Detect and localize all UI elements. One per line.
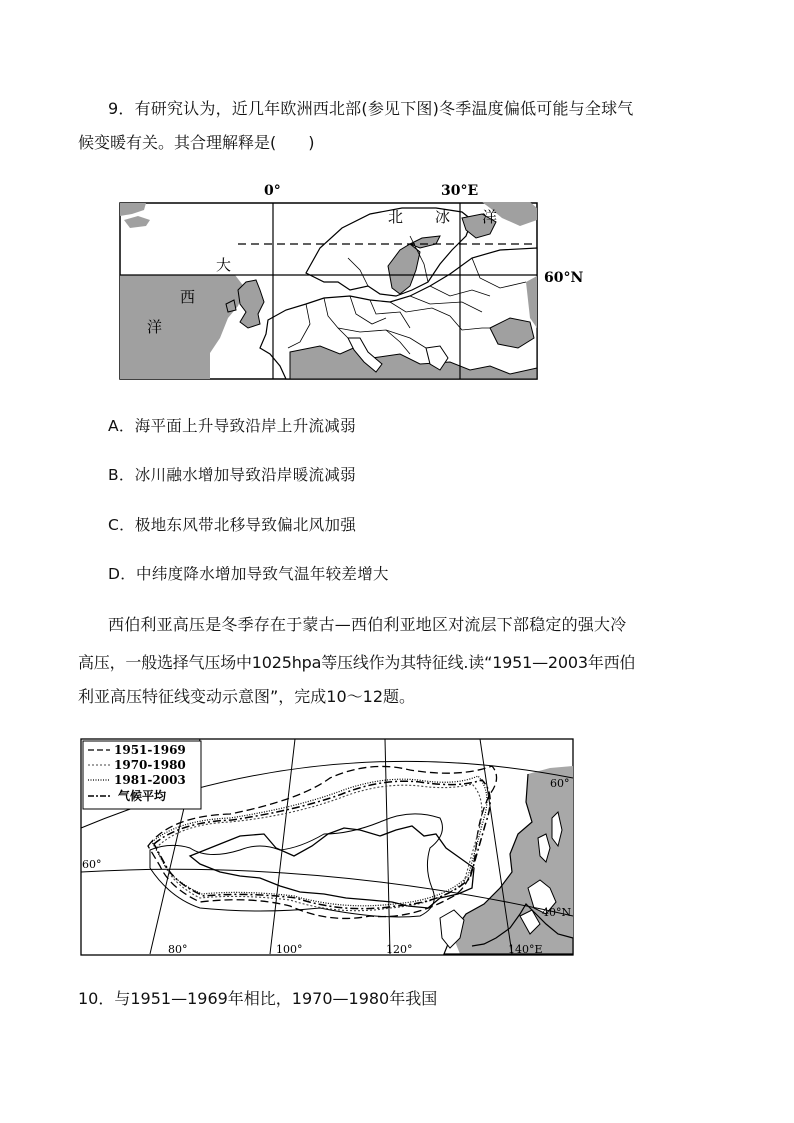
option-a: A．海平面上升导致沿岸上升流减弱	[108, 417, 356, 435]
option-c: C．极地东风带北移导致偏北风加强	[108, 516, 357, 534]
legend-1981-2003: 1981-2003	[114, 773, 186, 787]
ocean-label-xi: 西	[180, 288, 196, 306]
question-9-line-2: 候变暖有关。其合理解释是( )	[78, 133, 315, 152]
lon-120: 120°	[386, 943, 413, 956]
lon-80: 80°	[168, 943, 188, 956]
ocean-label-yang2: 洋	[147, 318, 163, 336]
lon-0-label: 0°	[264, 183, 281, 199]
legend-climate-average: 气候平均	[118, 789, 167, 803]
ocean-label-bei: 北	[388, 208, 404, 226]
intro-line-1: 西伯利亚高压是冬季存在于蒙古—西伯利亚地区对流层下部稳定的强大冷	[108, 615, 627, 634]
ocean-label-yang: 洋	[482, 208, 498, 226]
ocean-label-bing: 冰	[435, 208, 451, 226]
lat-60-right: 60°	[550, 777, 570, 790]
lat-60-left: 60°	[82, 858, 102, 871]
europe-map	[110, 178, 600, 384]
siberian-high-map	[80, 738, 576, 960]
intro-line-2: 高压，一般选择气压场中1025hpa等压线作为其特征线.读“1951—2003年西伯	[78, 653, 636, 672]
question-10: 10．与1951—1969年相比，1970—1980年我国	[78, 989, 438, 1008]
legend-1970-1980: 1970-1980	[114, 758, 186, 772]
lat-60n-label: 60°N	[544, 270, 584, 286]
ocean-label-da: 大	[216, 256, 232, 274]
lat-40n: 40°N	[542, 906, 572, 919]
legend-1951-1969: 1951-1969	[114, 743, 186, 757]
question-9-line-1: 9．有研究认为，近几年欧洲西北部(参见下图)冬季温度偏低可能与全球气	[108, 99, 634, 118]
intro-line-3: 利亚高压特征线变动示意图”，完成10～12题。	[78, 687, 416, 706]
option-b: B．冰川融水增加导致沿岸暖流减弱	[108, 466, 356, 484]
lon-100: 100°	[276, 943, 303, 956]
option-d: D．中纬度降水增加导致气温年较差增大	[108, 565, 389, 583]
lon-140e: 140°E	[508, 943, 543, 956]
lon-30e-label: 30°E	[441, 183, 479, 199]
